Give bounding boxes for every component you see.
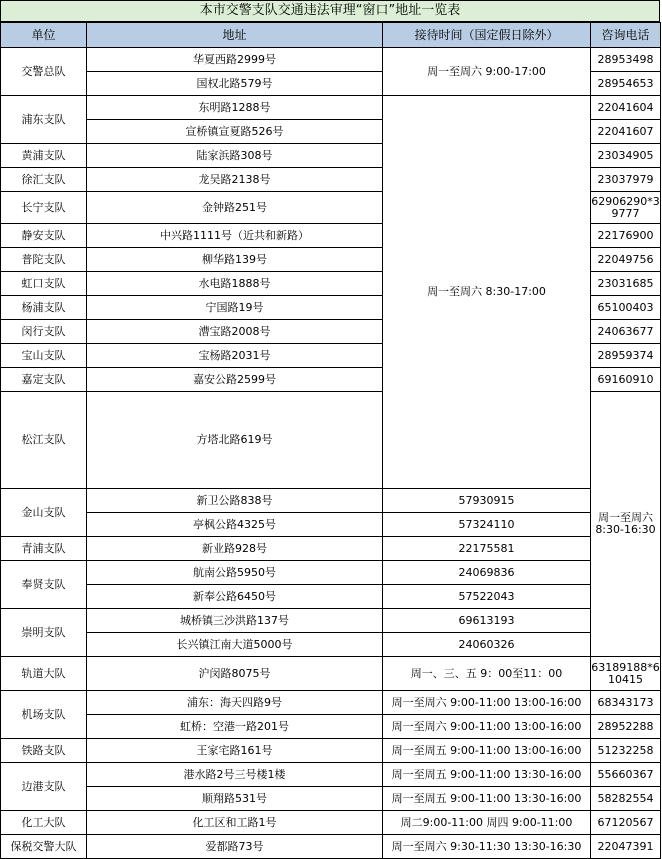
address-cell: 航南公路5950号 (87, 561, 383, 585)
hours-cell: 周一至周五 9:00-11:00 13:00-16:00 (383, 739, 591, 763)
phone-cell: 23031685 (591, 272, 661, 296)
unit-cell: 边港支队 (1, 763, 87, 811)
address-cell: 方塔北路619号 (87, 392, 383, 489)
phone-cell: 28952288 (591, 715, 661, 739)
address-cell: 新奉公路6450号 (87, 585, 383, 609)
table-row (1, 48, 661, 72)
phone-cell: 57324110 (383, 513, 591, 537)
address-cell: 港水路2号三号楼1楼 (87, 763, 383, 787)
unit-cell: 奉贤支队 (1, 561, 87, 609)
table-row (1, 763, 661, 787)
col-header-hours: 接待时间（国定假日除外） (383, 23, 591, 48)
table-row (1, 585, 661, 609)
phone-cell: 22049756 (591, 248, 661, 272)
address-cell: 新业路928号 (87, 537, 383, 561)
unit-cell: 虹口支队 (1, 272, 87, 296)
hours-cell: 周一至周五 9:00-11:00 13:30-16:00 (383, 763, 591, 787)
unit-cell: 化工大队 (1, 811, 87, 835)
phone-cell: 28953498 (591, 48, 661, 72)
unit-cell: 闵行支队 (1, 320, 87, 344)
hours-cell: 周一至周六 9:00-11:00 13:00-16:00 (383, 715, 591, 739)
header-row (1, 23, 661, 48)
table-row (1, 787, 661, 811)
address-cell: 龙吴路2138号 (87, 168, 383, 192)
phone-cell: 67120567 (591, 811, 661, 835)
table-row (1, 691, 661, 715)
phone-cell: 23034905 (591, 144, 661, 168)
unit-cell: 黄浦支队 (1, 144, 87, 168)
table-row (1, 96, 661, 120)
unit-cell: 崇明支队 (1, 609, 87, 657)
unit-cell: 嘉定支队 (1, 368, 87, 392)
table-title: 本市交警支队交通违法审理“窗口”地址一览表 (0, 0, 660, 22)
unit-cell: 铁路支队 (1, 739, 87, 763)
unit-cell: 徐汇支队 (1, 168, 87, 192)
phone-cell: 24063677 (591, 320, 661, 344)
address-cell: 嘉安公路2599号 (87, 368, 383, 392)
phone-cell: 22176900 (591, 224, 661, 248)
hours-cell: 周二9:00-11:00 周四 9:00-11:00 (383, 811, 591, 835)
phone-cell: 22175581 (383, 537, 591, 561)
col-header-unit: 单位 (1, 23, 87, 48)
phone-cell: 28954653 (591, 72, 661, 96)
phone-cell: 68343173 (591, 691, 661, 715)
address-cell: 沪闵路8075号 (87, 657, 383, 691)
address-cell: 宝杨路2031号 (87, 344, 383, 368)
address-cell: 王家宅路161号 (87, 739, 383, 763)
phone-cell: 23037979 (591, 168, 661, 192)
unit-cell: 宝山支队 (1, 344, 87, 368)
unit-cell: 轨道大队 (1, 657, 87, 691)
unit-cell: 青浦支队 (1, 537, 87, 561)
hours-cell: 周一至周五 9:00-11:00 13:30-16:00 (383, 787, 591, 811)
phone-cell: 57522043 (383, 585, 591, 609)
unit-cell: 金山支队 (1, 489, 87, 537)
phone-cell: 24060326 (383, 633, 591, 657)
hours-cell: 周一、三、五 9：00至11：00 (383, 657, 591, 691)
address-cell: 东明路1288号 (87, 96, 383, 120)
hours-cell: 周一至周六 8:30-16:30 (591, 392, 661, 657)
phone-cell: 69160910 (591, 368, 661, 392)
table-row (1, 835, 661, 859)
phone-cell: 24069836 (383, 561, 591, 585)
phone-cell: 69613193 (383, 609, 591, 633)
phone-cell: 22047391 (591, 835, 661, 859)
address-cell: 爱都路73号 (87, 835, 383, 859)
address-cell: 长兴镇江南大道5000号 (87, 633, 383, 657)
phone-cell: 22041604 (591, 96, 661, 120)
table-row (1, 489, 661, 513)
address-cell: 亭枫公路4325号 (87, 513, 383, 537)
address-cell: 化工区和工路1号 (87, 811, 383, 835)
unit-cell: 浦东支队 (1, 96, 87, 144)
col-header-phone: 咨询电话 (591, 23, 661, 48)
hours-cell: 周一至周六 9:00-11:00 13:00-16:00 (383, 691, 591, 715)
phone-cell: 63189188*610415 (591, 657, 661, 691)
phone-cell: 65100403 (591, 296, 661, 320)
unit-cell: 普陀支队 (1, 248, 87, 272)
address-cell: 中兴路1111号（近共和新路） (87, 224, 383, 248)
address-cell: 漕宝路2008号 (87, 320, 383, 344)
unit-cell: 松江支队 (1, 392, 87, 489)
address-cell: 国权北路579号 (87, 72, 383, 96)
address-cell: 陆家浜路308号 (87, 144, 383, 168)
hours-cell: 周一至周六 9:00-17:00 (383, 48, 591, 96)
table-row (1, 657, 661, 691)
phone-cell: 57930915 (383, 489, 591, 513)
address-cell: 虹桥：空港一路201号 (87, 715, 383, 739)
table-row (1, 537, 661, 561)
address-cell: 顺翔路531号 (87, 787, 383, 811)
table-row (1, 739, 661, 763)
phone-cell: 58282554 (591, 787, 661, 811)
address-cell: 城桥镇三沙洪路137号 (87, 609, 383, 633)
phone-cell: 62906290*39777 (591, 192, 661, 224)
hours-cell: 周一至周六 9:30-11:30 13:30-16:30 (383, 835, 591, 859)
address-cell: 新卫公路838号 (87, 489, 383, 513)
table-row (1, 561, 661, 585)
unit-cell: 长宁支队 (1, 192, 87, 224)
address-cell: 柳华路139号 (87, 248, 383, 272)
address-cell: 金钟路251号 (87, 192, 383, 224)
address-cell: 浦东：海天四路9号 (87, 691, 383, 715)
table-row (1, 633, 661, 657)
phone-cell: 28959374 (591, 344, 661, 368)
address-cell: 水电路1888号 (87, 272, 383, 296)
phone-cell: 51232258 (591, 739, 661, 763)
unit-cell: 机场支队 (1, 691, 87, 739)
col-header-address: 地址 (87, 23, 383, 48)
unit-cell: 杨浦支队 (1, 296, 87, 320)
table-row (1, 609, 661, 633)
phone-cell: 55660367 (591, 763, 661, 787)
address-cell: 宣桥镇宣夏路526号 (87, 120, 383, 144)
unit-cell: 静安支队 (1, 224, 87, 248)
hours-cell: 周一至周六 8:30-17:00 (383, 96, 591, 489)
address-cell: 宁国路19号 (87, 296, 383, 320)
phone-cell: 22041607 (591, 120, 661, 144)
unit-cell: 保税交警大队 (1, 835, 87, 859)
unit-cell: 交警总队 (1, 48, 87, 96)
table-row (1, 715, 661, 739)
table-row (1, 513, 661, 537)
table-row (1, 811, 661, 835)
address-table (0, 22, 661, 859)
address-cell: 华夏西路2999号 (87, 48, 383, 72)
